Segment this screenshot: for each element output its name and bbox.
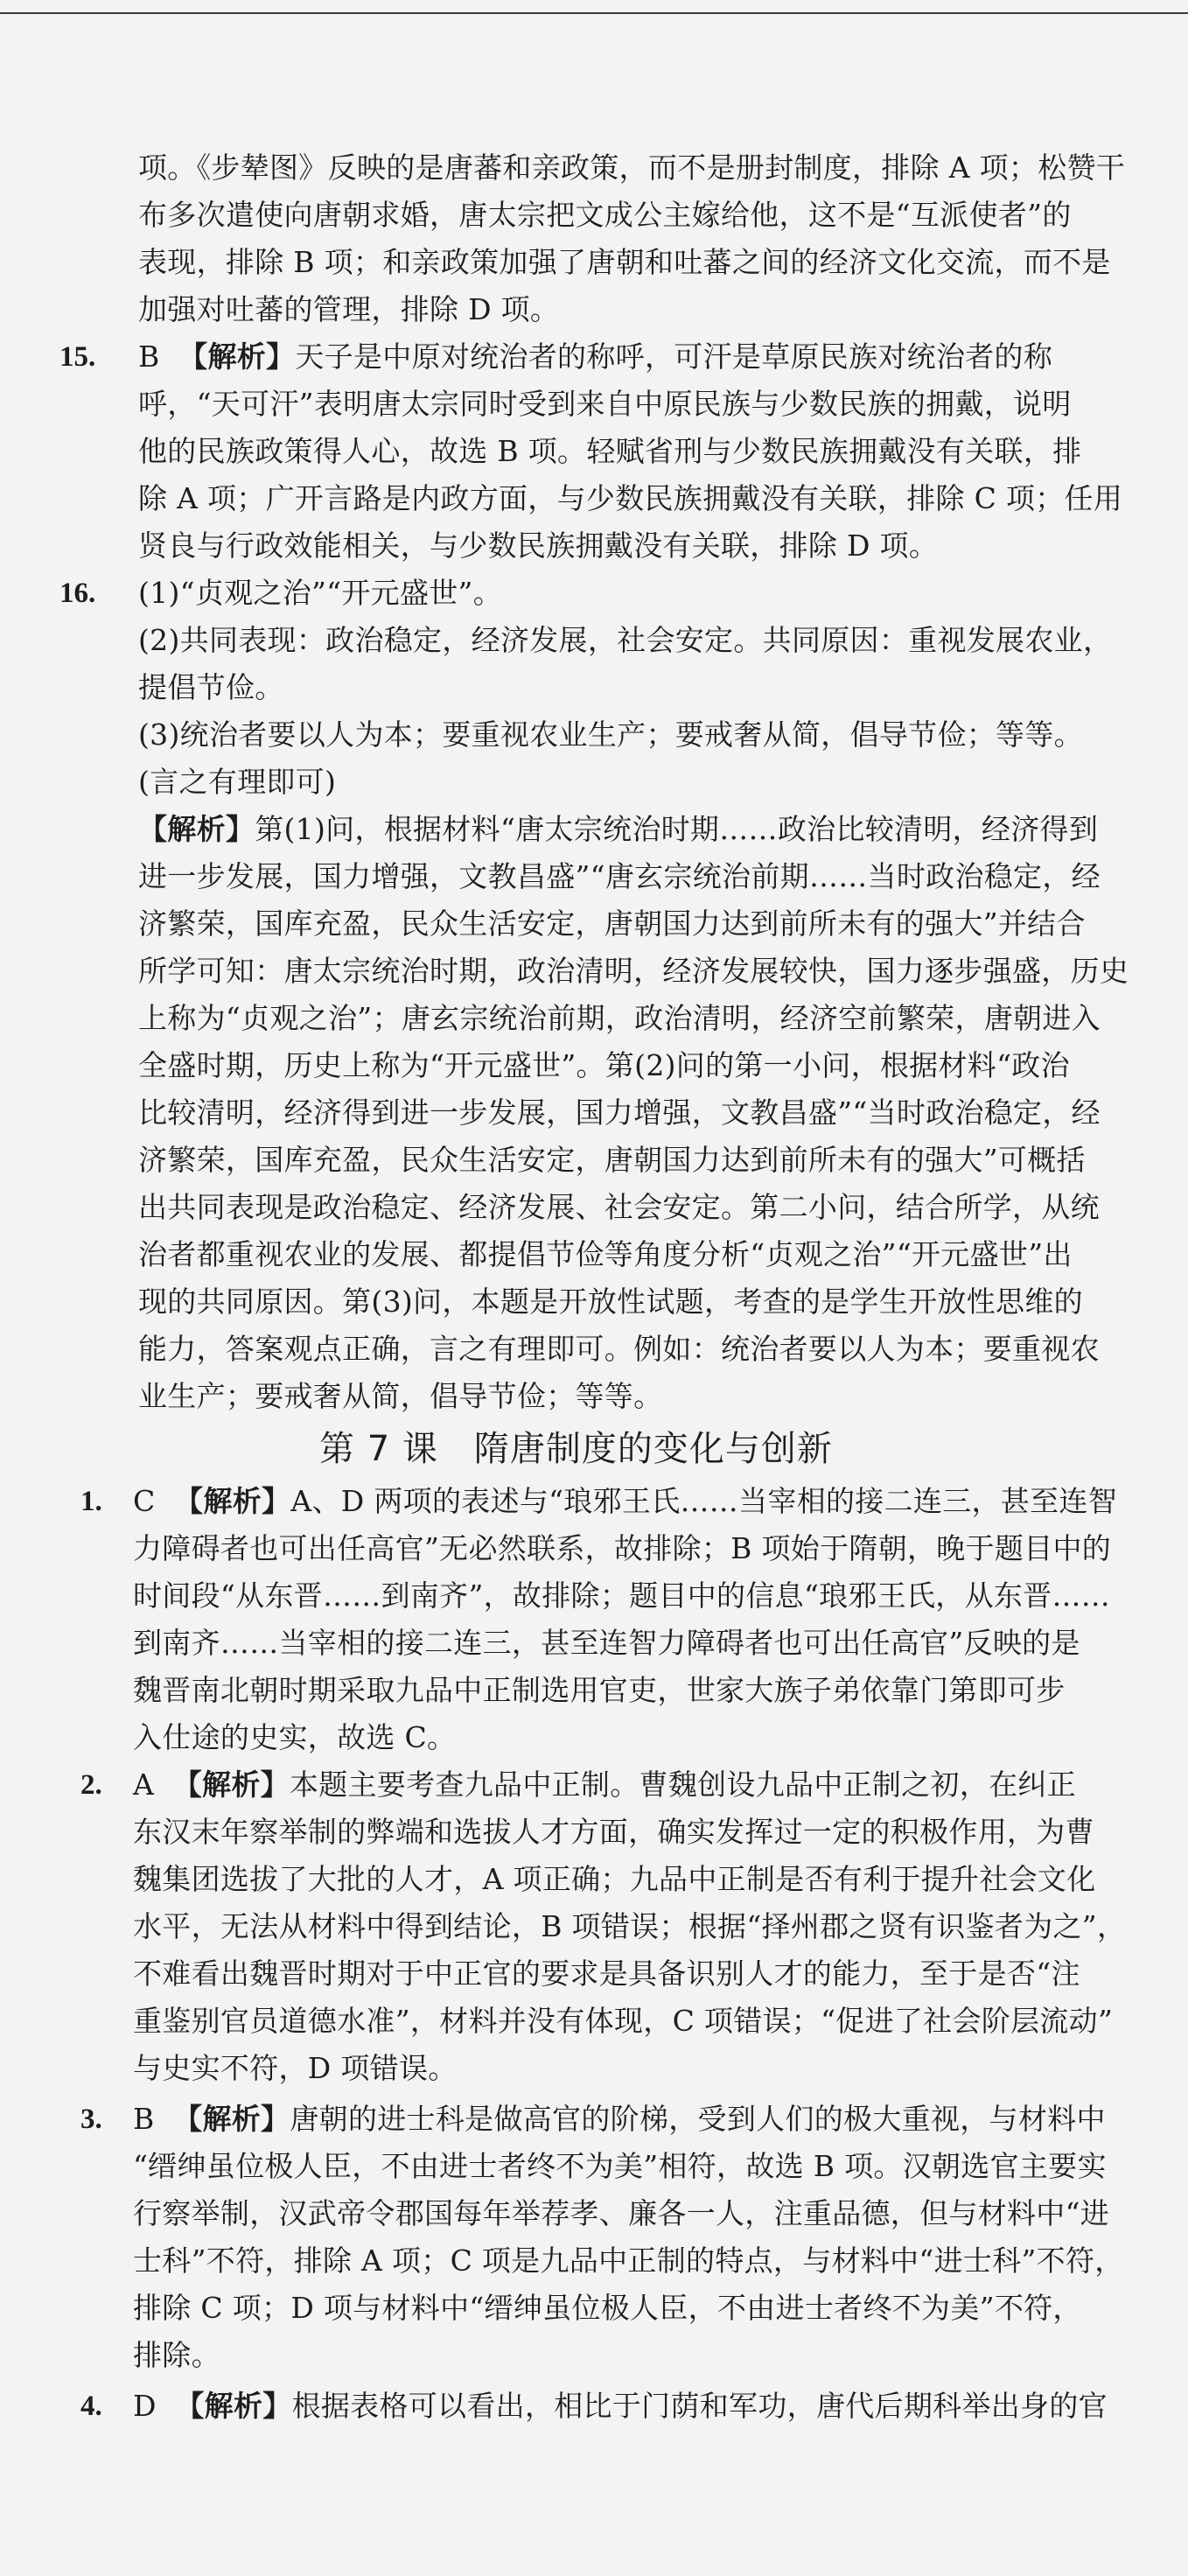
q1-line: 时间段“从东晋……到南齐”，故排除；题目中的信息“琅邪王氏，从东晋…… (133, 1578, 1111, 1613)
q16-analysis-line: 全盛时期，历史上称为“开元盛世”。第(2)问的第一小问，根据材料“政治 (138, 1048, 1070, 1082)
q16-analysis-line: 济繁荣，国库充盈，民众生活安定，唐朝国力达到前所未有的强大”可概括 (138, 1143, 1086, 1177)
q4-analysis-start: 根据表格可以看出，相比于门荫和军功，唐代后期科举出身的官 (291, 2389, 1108, 2423)
q16-analysis-line: 上称为“贞观之治”；唐玄宗统治前期，政治清明，经济空前繁荣，唐朝进入 (138, 1001, 1101, 1035)
q16-answer-3: (3)统治者要以人为本；要重视农业生产；要戒奢从简，倡导节俭；等等。 (138, 718, 1083, 752)
q2-line: 魏集团选拔了大批的人才，A 项正确；九品中正制是否有利于提升社会文化 (133, 1862, 1096, 1896)
question-number-4: 4. (80, 2390, 102, 2422)
q16-answer-2-cont: 提倡节俭。 (138, 670, 284, 704)
q15-answer: B (138, 340, 160, 374)
q16-analysis-line: 进一步发展，国力增强，文教昌盛”“唐玄宗统治前期……当时政治稳定，经 (138, 859, 1101, 893)
q2-answer: A (133, 1768, 155, 1802)
q16-analysis-line: 所学可知：唐太宗统治时期，政治清明，经济发展较快，国力逐步强盛，历史 (138, 954, 1129, 988)
q2-analysis-tag: 【解析】 (172, 1768, 290, 1802)
q16-analysis-start: 第(1)问，根据材料“唐太宗统治时期……政治比较清明，经济得到 (255, 812, 1099, 846)
question-number-3: 3. (80, 2104, 102, 2135)
q2-line: 东汉末年察举制的弊端和选拔人才方面，确实发挥过一定的积极作用，为曹 (133, 1815, 1094, 1849)
q2-analysis-start: 本题主要考查九品中正制。曹魏创设九品中正制之初，在纠正 (289, 1768, 1077, 1802)
question-number-15: 15. (59, 341, 96, 373)
q1-analysis-tag: 【解析】 (174, 1484, 291, 1518)
q3-line: 排除。 (133, 2338, 220, 2372)
q1-first-line (133, 1482, 1117, 1521)
q1-analysis-start: A、D 两项的表述与“琅邪王氏……当宰相的接二连三，甚至连智 (290, 1484, 1118, 1518)
q16-answer-2: (2)共同表现：政治稳定，经济发展，社会安定。共同原因：重视发展农业， (138, 623, 1113, 657)
q15-line-5: 贤良与行政效能相关，与少数民族拥戴没有关联，排除 D 项。 (138, 528, 939, 563)
q1-line: 力障碍者也可出任高官”无必然联系，故排除；B 项始于隋朝，晚于题目中的 (133, 1531, 1112, 1565)
q3-line: 行察举制，汉武帝令郡国每年举荐孝、廉各一人，注重品德，但与材料中“进 (133, 2196, 1110, 2230)
q2-line: 水平，无法从材料中得到结论，B 项错误；根据“择州郡之贤有识鉴者为之”， (133, 1909, 1127, 1943)
q16-analysis-line: 济繁荣，国库充盈，民众生活安定，唐朝国力达到前所未有的强大”并结合 (138, 906, 1086, 941)
q16-analysis-line: 能力，答案观点正确，言之有理即可。例如：统治者要以人为本；要重视农 (138, 1332, 1100, 1366)
q15-analysis-start: 天子是中原对统治者的称呼，可汗是草原民族对统治者的称 (295, 340, 1053, 374)
question-number-16: 16. (59, 578, 96, 609)
q2-line: 与史实不符，D 项错误。 (133, 2051, 458, 2085)
prev-line-4: 加强对吐蕃的管理，排除 D 项。 (138, 292, 560, 326)
q3-analysis-start: 唐朝的进士科是做高官的阶梯，受到人们的极大重视，与材料中 (290, 2102, 1106, 2136)
q15-analysis-tag: 【解析】 (178, 340, 296, 374)
lesson-title: 第 7 课 隋唐制度的变化与创新 (319, 1429, 833, 1469)
q2-first-line (133, 1766, 1076, 1804)
q3-line: “缙绅虽位极人臣，不由进士者终不为美”相符，故选 B 项。汉朝选官主要实 (133, 2149, 1107, 2183)
question-number-2: 2. (80, 1769, 102, 1801)
question-number-1: 1. (80, 1486, 102, 1517)
q16-analysis-tag: 【解析】 (138, 812, 255, 846)
q16-answer-1: (1)“贞观之治”“开元盛世”。 (138, 576, 503, 610)
q16-analysis-line: 业生产；要戒奢从简，倡导节俭；等等。 (138, 1379, 663, 1413)
prev-line-1: 项。《步辇图》反映的是唐蕃和亲政策，而不是册封制度，排除 A 项；松赞干 (138, 150, 1126, 185)
q1-line: 入仕途的史实，故选 C。 (133, 1720, 457, 1754)
q4-first-line (133, 2387, 1108, 2426)
q15-first-line (138, 338, 1052, 376)
q15-line-4: 除 A 项；广开言路是内政方面，与少数民族拥戴没有关联，排除 C 项；任用 (138, 481, 1123, 515)
q3-analysis-tag: 【解析】 (173, 2102, 290, 2136)
q15-line-2: 呼，“天可汗”表明唐太宗同时受到来自中原民族与少数民族的拥戴，说明 (138, 387, 1072, 421)
q16-analysis-line: 治者都重视农业的发展、都提倡节俭等角度分析“贞观之治”“开元盛世”出 (138, 1237, 1073, 1271)
q16-answer-note: (言之有理即可) (138, 765, 337, 799)
q16-analysis-line: 现的共同原因。第(3)问，本题是开放性试题，考查的是学生开放性思维的 (138, 1284, 1083, 1319)
q1-answer: C (133, 1484, 156, 1518)
q3-answer: B (133, 2102, 155, 2136)
q3-first-line (133, 2100, 1106, 2138)
q16-analysis-line: 比较清明，经济得到进一步发展，国力增强，文教昌盛”“当时政治稳定，经 (138, 1096, 1101, 1130)
q2-line: 重鉴别官员道德水准”，材料并没有体现，C 项错误；“促进了社会阶层流动” (133, 2004, 1114, 2038)
q3-line: 士科”不符，排除 A 项；C 项是九品中正制的特点，与材料中“进士科”不符， (133, 2244, 1124, 2278)
q16-analysis-first-line (138, 810, 1098, 849)
q2-line: 不难看出魏晋时期对于中正官的要求是具备识别人才的能力，至于是否“注 (133, 1956, 1080, 1991)
q4-analysis-tag: 【解析】 (175, 2389, 292, 2423)
q1-line: 到南齐……当宰相的接二连三，甚至连智力障碍者也可出任高官”反映的是 (133, 1626, 1080, 1660)
q16-analysis-line: 出共同表现是政治稳定、经济发展、社会安定。第二小问，结合所学，从统 (138, 1190, 1100, 1224)
q1-line: 魏晋南北朝时期采取九品中正制选用官吏，世家大族子弟依靠门第即可步 (133, 1673, 1066, 1707)
prev-line-2: 布多次遣使向唐朝求婚，唐太宗把文成公主嫁给他，这不是“互派使者”的 (138, 198, 1072, 232)
q4-answer: D (133, 2389, 157, 2423)
q15-line-3: 他的民族政策得人心，故选 B 项。轻赋省刑与少数民族拥戴没有关联，排 (138, 434, 1082, 468)
q3-line: 排除 C 项；D 项与材料中“缙绅虽位极人臣，不由进士者终不为美”不符， (133, 2291, 1082, 2325)
prev-line-3: 表现，排除 B 项；和亲政策加强了唐朝和吐蕃之间的经济文化交流，而不是 (138, 245, 1111, 279)
